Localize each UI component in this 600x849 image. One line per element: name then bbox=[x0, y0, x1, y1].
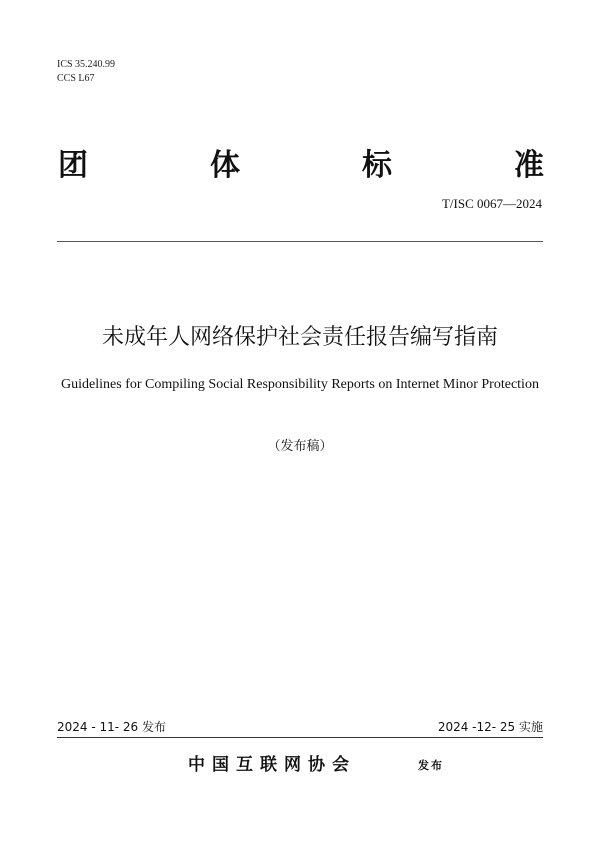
standard-number: T/ISC 0067—2024 bbox=[441, 196, 542, 211]
issue-label: 发布 bbox=[418, 759, 444, 772]
ccs-code: CCS L67 bbox=[57, 73, 95, 84]
standard-type-char: 团 bbox=[58, 148, 88, 183]
title-english: Guidelines for Compiling Social Responsibility Reports on Internet Minor Protection bbox=[61, 377, 539, 392]
standard-type-char: 体 bbox=[210, 148, 240, 183]
draft-status: （发布稿） bbox=[267, 439, 333, 454]
standard-type-char: 标 bbox=[362, 148, 392, 183]
classification-codes bbox=[57, 58, 115, 86]
ics-code: ICS 35.240.99 bbox=[57, 59, 116, 70]
implement-date: 2024 -12- 25 实施 bbox=[437, 720, 543, 734]
title-chinese: 未成年人网络保护社会责任报告编写指南 bbox=[101, 325, 498, 350]
standard-type-char: 准 bbox=[514, 148, 544, 183]
bottom-divider bbox=[57, 737, 543, 738]
standard-type-heading bbox=[58, 146, 544, 186]
issuing-organization: 中国互联网协会 bbox=[188, 755, 356, 775]
top-divider bbox=[57, 241, 543, 242]
publish-date: 2024 - 11- 26 发布 bbox=[57, 720, 166, 734]
